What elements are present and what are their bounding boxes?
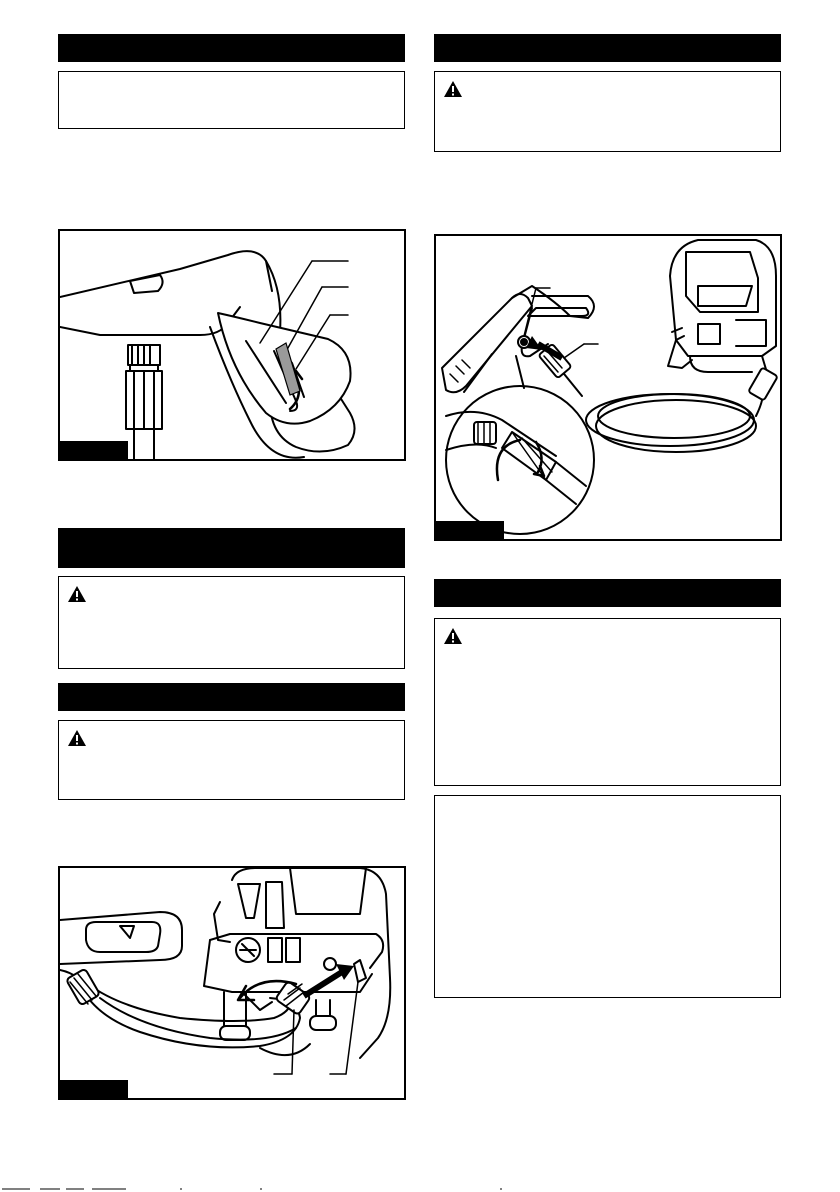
warning-box-4 bbox=[434, 618, 781, 786]
figure-label-tag bbox=[60, 441, 128, 459]
note-box-2 bbox=[434, 795, 781, 998]
warning-triangle-icon bbox=[67, 729, 87, 752]
section-heading-bar-2 bbox=[58, 528, 405, 568]
figure-trigger-lock bbox=[58, 229, 406, 461]
figure-gun-hose-connection bbox=[434, 234, 782, 541]
figure-hose-to-unit bbox=[58, 866, 406, 1100]
trigger-lock-illustration bbox=[60, 231, 404, 459]
warning-triangle-icon bbox=[443, 627, 463, 650]
warning-box-2 bbox=[58, 720, 405, 800]
section-heading-bar-3 bbox=[58, 683, 405, 711]
warning-box-3 bbox=[434, 71, 781, 152]
warning-triangle-icon bbox=[443, 80, 463, 103]
figure-label-tag bbox=[60, 1080, 128, 1098]
section-heading-bar-1 bbox=[58, 34, 405, 62]
warning-box-1 bbox=[58, 576, 405, 669]
bottom-edge-strip bbox=[0, 1186, 840, 1192]
figure-label-tag bbox=[436, 521, 504, 539]
hose-unit-illustration bbox=[60, 868, 404, 1098]
note-box-1 bbox=[58, 71, 405, 129]
warning-triangle-icon bbox=[67, 585, 87, 608]
section-heading-bar-4 bbox=[434, 34, 781, 62]
section-heading-bar-5 bbox=[434, 579, 781, 607]
gun-hose-illustration bbox=[436, 236, 780, 539]
